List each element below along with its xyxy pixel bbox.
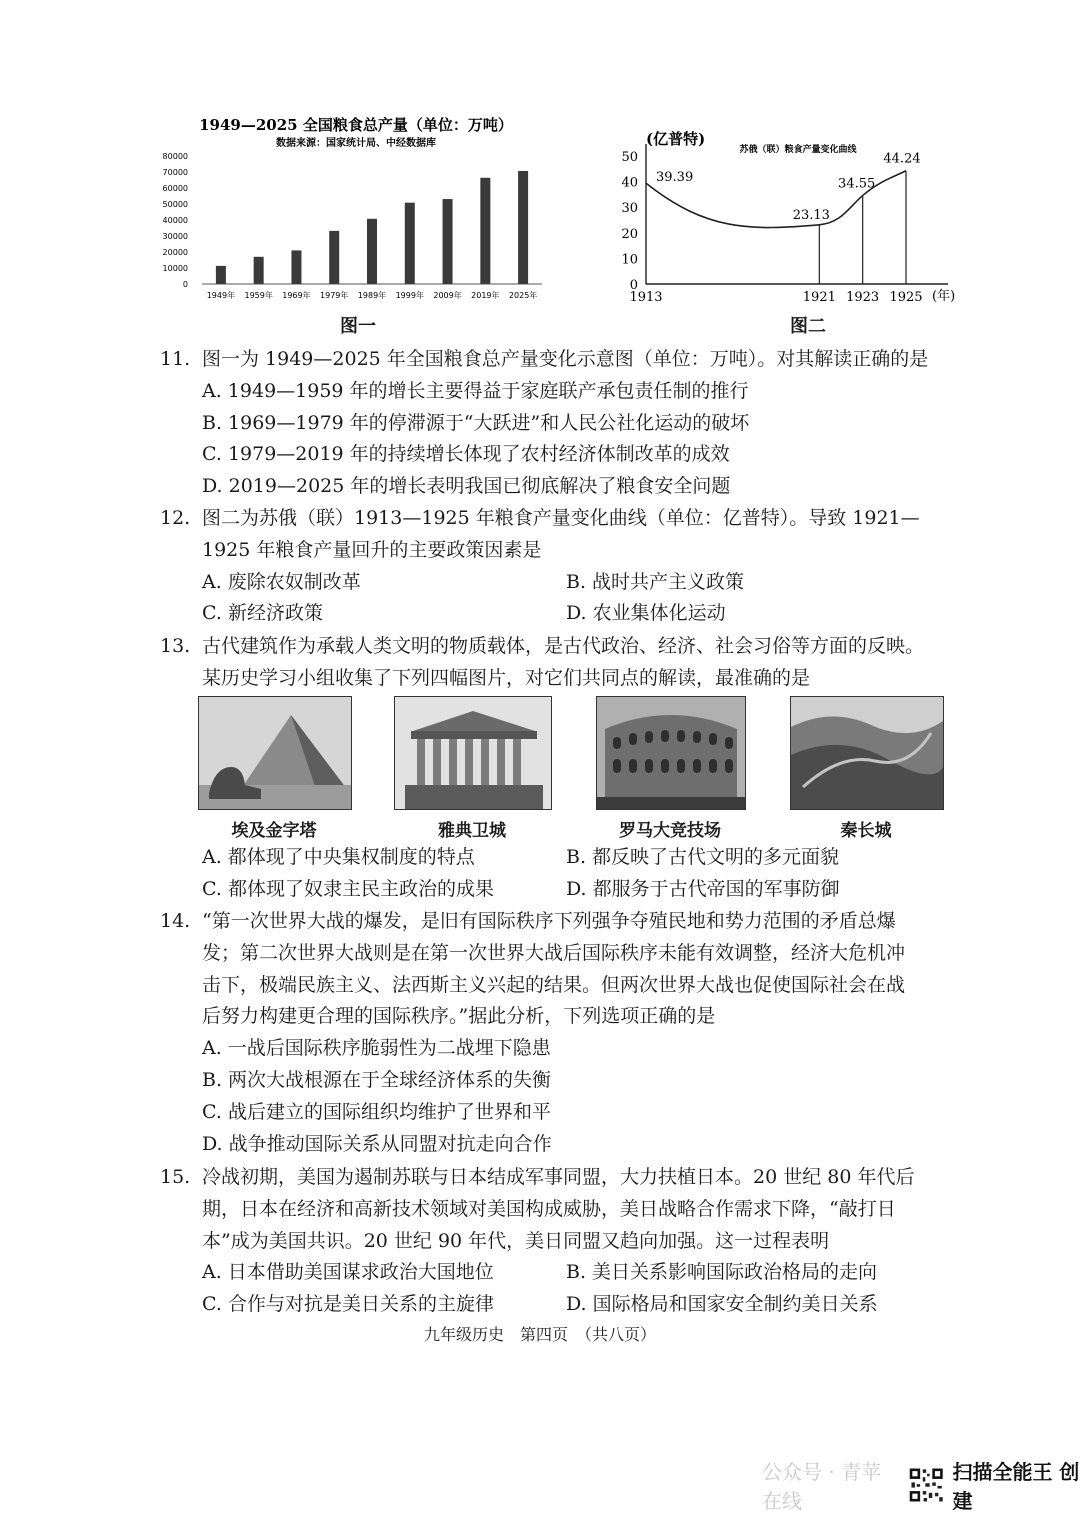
watermark-primary-text: 扫描全能王 创建 xyxy=(952,1460,1080,1513)
fig2-data-label: 23.13 xyxy=(792,207,830,223)
photo-caption-pyramids: 埃及金字塔 xyxy=(231,821,317,841)
fig1-subtitle: 数据来源：国家统计局、中经数据库 xyxy=(276,138,436,149)
q11-option-c: C. 1979—2019 年的持续增长体现了农村经济体制改革的成效 xyxy=(202,443,730,466)
fig2-ytick-label: 40 xyxy=(621,175,638,191)
q13-stem-line2: 某历史学习小组收集了下列四幅图片，对它们共同点的解读，最准确的是 xyxy=(202,666,811,689)
fig1-ytick-label: 10000 xyxy=(162,264,188,273)
photo-roman-colosseum xyxy=(596,696,746,810)
figure2-caption: 图二 xyxy=(790,316,826,337)
fig2-data-label: 44.24 xyxy=(883,151,921,167)
q13-option-a: A. 都体现了中央集权制度的特点 xyxy=(202,846,475,868)
photo-pyramids xyxy=(198,696,352,810)
q12-option-d: D. 农业集体化运动 xyxy=(566,602,726,625)
fig1-ytick-label: 50000 xyxy=(162,200,188,209)
page-footer: 九年级历史 第四页 （共八页） xyxy=(423,1325,656,1344)
photo-qin-great-wall xyxy=(790,696,944,810)
q11-option-d: D. 2019—2025 年的增长表明我国已彻底解决了粮食安全问题 xyxy=(202,475,731,498)
q13-option-c: C. 都体现了奴隶主民主政治的成果 xyxy=(202,877,494,900)
question-14 xyxy=(160,906,960,1160)
q14-number: 14. xyxy=(160,910,191,932)
photo-caption-colosseum: 罗马大竞技场 xyxy=(619,821,721,841)
fig1-xtick-label: 1979年 xyxy=(320,291,349,300)
photo-caption-great-wall: 秦长城 xyxy=(840,821,892,841)
q12-option-a: A. 废除农奴制改革 xyxy=(202,570,361,593)
q15-option-a: A. 日本借助美国谋求政治大国地位 xyxy=(202,1261,494,1284)
fig2-xlabel: (年) xyxy=(932,289,956,304)
question-12 xyxy=(160,503,960,630)
q14-option-c: C. 战后建立的国际组织均维护了世界和平 xyxy=(202,1100,551,1123)
q11-stem: 图一为 1949—2025 年全国粮食总产量变化示意图（单位：万吨）。对其解读正确的是 xyxy=(202,348,929,370)
q11-option-b: B. 1969—1979 年的停滞源于“大跃进”和人民公社化运动的破坏 xyxy=(202,411,750,434)
q14-option-d: D. 战争推动国际关系从同盟对抗走向合作 xyxy=(202,1132,552,1155)
q15-number: 15. xyxy=(160,1166,191,1188)
q13-option-d: D. 都服务于古代帝国的军事防御 xyxy=(566,877,840,900)
fig2-ytick-label: 0 xyxy=(629,278,638,293)
fig1-bar xyxy=(367,219,377,284)
fig1-bar xyxy=(405,203,415,284)
q12-number: 12. xyxy=(160,507,191,529)
q12-stem-line2: 1925 年粮食产量回升的主要政策因素是 xyxy=(202,538,542,561)
question-15 xyxy=(160,1162,960,1321)
watermark-faded-text: 公众号 · 青苹在线 xyxy=(762,1460,882,1513)
q12-option-b: B. 战时共产主义政策 xyxy=(566,570,745,593)
fig2-xtick-label: 1923 xyxy=(846,290,880,305)
fig1-bar xyxy=(216,266,226,284)
fig1-xtick-label: 1989年 xyxy=(357,291,387,300)
question-13 xyxy=(160,631,960,695)
fig1-xtick-label: 1949年 xyxy=(206,291,236,300)
fig1-xtick-label: 1959年 xyxy=(244,291,273,300)
q15-option-d: D. 国际格局和国家安全制约美日关系 xyxy=(566,1293,878,1316)
q14-stem-line4: 后努力构建更合理的国际秩序。”据此分析，下列选项正确的是 xyxy=(202,1005,716,1028)
q12-option-c: C. 新经济政策 xyxy=(202,602,323,625)
scanner-watermark xyxy=(762,1460,1080,1513)
q13-number: 13. xyxy=(160,635,191,657)
photo-caption-acropolis: 雅典卫城 xyxy=(438,821,506,841)
fig1-ytick-label: 40000 xyxy=(162,216,188,225)
qr-code-icon xyxy=(908,1464,944,1506)
fig1-ytick-label: 70000 xyxy=(162,168,188,177)
q14-option-a: A. 一战后国际秩序脆弱性为二战埋下隐患 xyxy=(202,1037,551,1060)
q12-stem-line1: 图二为苏俄（联）1913—1925 年粮食产量变化曲线（单位：亿普特）。导致 1921— xyxy=(202,507,920,529)
fig1-ytick-label: 0 xyxy=(182,280,188,289)
fig1-xtick-label: 1969年 xyxy=(282,291,311,300)
q13-option-b: B. 都反映了古代文明的多元面貌 xyxy=(566,846,840,868)
q15-option-c: C. 合作与对抗是美日关系的主旋律 xyxy=(202,1293,494,1316)
fig1-ytick-label: 60000 xyxy=(162,184,188,193)
fig2-ytick-label: 50 xyxy=(621,150,638,165)
figure2-line-chart xyxy=(610,126,960,344)
q15-option-b: B. 美日关系影响国际政治格局的走向 xyxy=(566,1261,878,1284)
fig1-bar xyxy=(518,171,528,284)
fig1-xtick-label: 2019年 xyxy=(471,291,500,300)
fig1-xtick-label: 2009年 xyxy=(433,291,462,300)
fig2-title: 苏俄（联）粮食产量变化曲线 xyxy=(739,145,857,155)
question-11 xyxy=(160,344,960,503)
fig2-ytick-label: 20 xyxy=(621,226,638,242)
fig2-ytick-label: 10 xyxy=(621,252,638,268)
q14-option-b: B. 两次大战根源在于全球经济体系的失衡 xyxy=(202,1068,552,1091)
fig1-xtick-label: 1999年 xyxy=(395,291,424,300)
fig1-title: 1949—2025 全国粮食总产量（单位：万吨） xyxy=(199,116,513,134)
fig1-bar xyxy=(443,199,453,284)
fig2-data-label: 39.39 xyxy=(656,170,694,186)
fig1-bar xyxy=(480,178,490,284)
question-13-options xyxy=(160,842,960,906)
fig1-xtick-label: 2025年 xyxy=(508,291,538,300)
q11-number: 11. xyxy=(160,348,191,370)
q15-stem-line2: 期，日本在经济和高新技术领域对美国构成威胁，美日战略合作需求下降，“敲打日 xyxy=(202,1197,896,1220)
q14-stem-line1: “第一次世界大战的爆发，是旧有国际秩序下列强争夺殖民地和势力范围的矛盾总爆 xyxy=(202,910,896,932)
photo-athens-acropolis xyxy=(394,696,552,810)
q14-stem-line2: 发；第二次世界大战则是在第一次世界大战后国际秩序未能有效调整，经济大危机冲 xyxy=(202,941,906,964)
fig2-ylabel: (亿普特) xyxy=(646,130,706,148)
fig1-ytick-label: 30000 xyxy=(162,232,188,241)
fig2-data-label: 34.55 xyxy=(838,176,876,192)
fig1-bar xyxy=(329,231,339,284)
figure1-caption: 图一 xyxy=(340,316,376,337)
q14-stem-line3: 击下，极端民族主义、法西斯主义兴起的结果。但两次世界大战也促使国际社会在战 xyxy=(202,973,906,996)
fig2-ytick-label: 30 xyxy=(621,201,638,217)
figure1-bar-chart xyxy=(158,112,548,344)
fig2-xtick-label: 1921 xyxy=(802,290,836,305)
fig1-bar xyxy=(254,257,264,284)
fig2-xtick-label: 1925 xyxy=(889,290,923,305)
q13-stem-line1: 古代建筑作为承载人类文明的物质载体，是古代政治、经济、社会习俗等方面的反映。 xyxy=(202,635,925,657)
q15-stem-line3: 本”成为美国共识。20 世纪 90 年代，美日同盟又趋向加强。这一过程表明 xyxy=(202,1229,830,1252)
fig2-xtick-label: 1913 xyxy=(629,290,663,305)
q11-option-a: A. 1949—1959 年的增长主要得益于家庭联产承包责任制的推行 xyxy=(202,379,749,402)
fig1-bar xyxy=(291,250,301,284)
fig1-ytick-label: 80000 xyxy=(162,152,188,161)
q15-stem-line1: 冷战初期，美国为遏制苏联与日本结成军事同盟，大力扶植日本。20 世纪 80 年代后 xyxy=(202,1166,915,1188)
fig1-ytick-label: 20000 xyxy=(162,248,188,257)
